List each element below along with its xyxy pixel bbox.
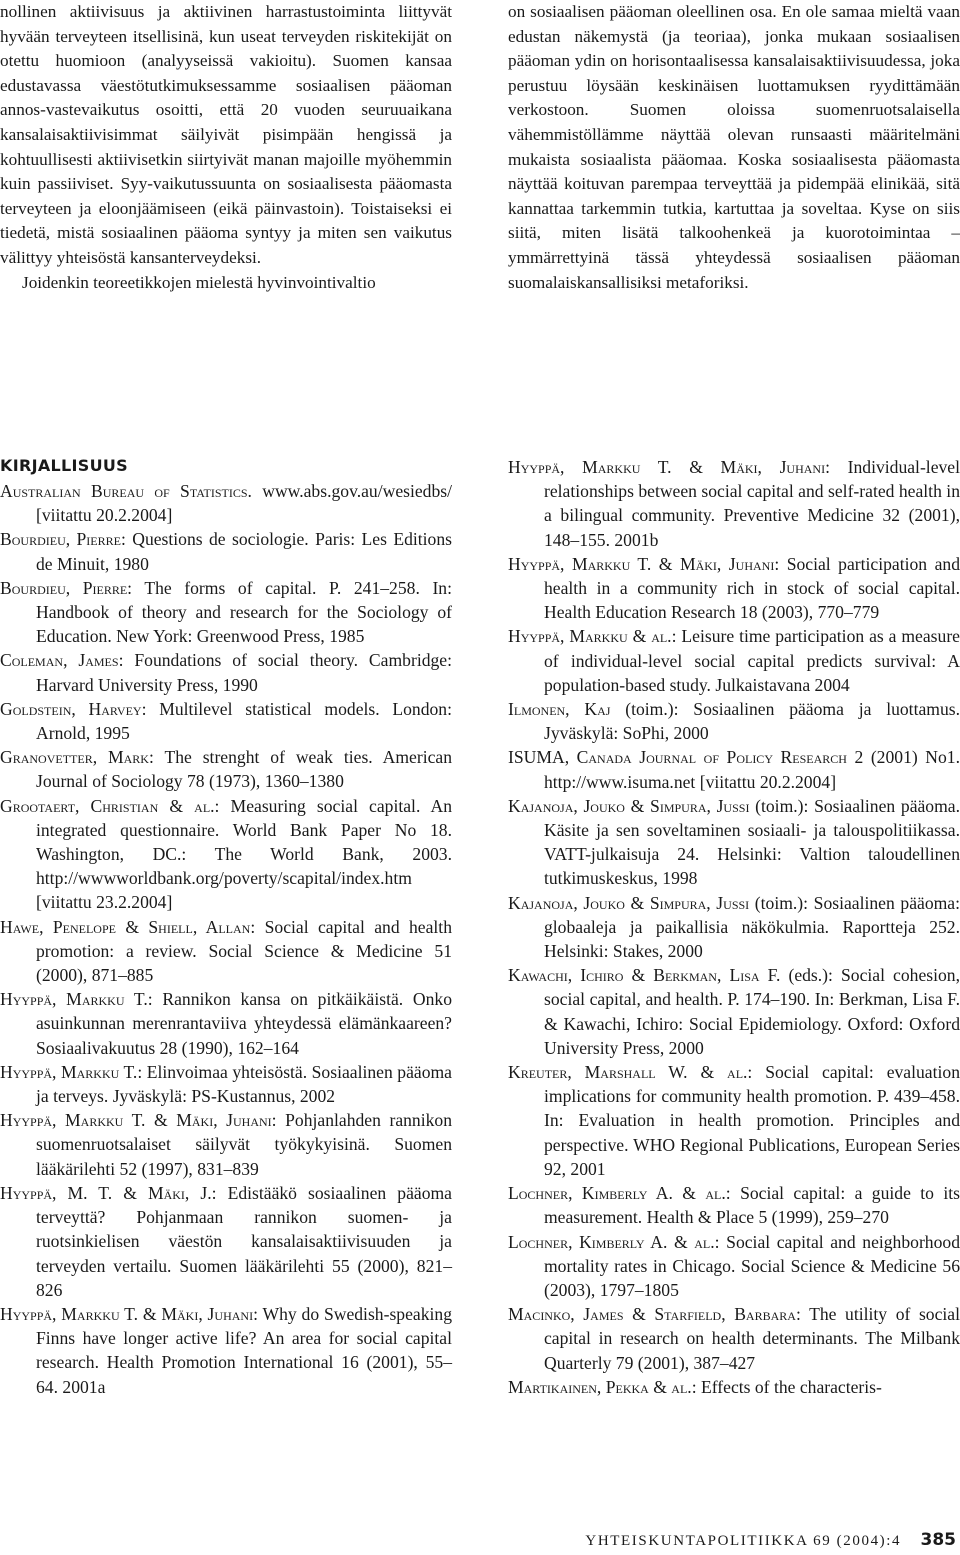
- reference-details: www.abs.gov.au/wesiedbs/ [viitattu 20.2.2004]: [36, 481, 452, 526]
- reference-list-left: [0, 479, 452, 1399]
- reference-entry: [508, 455, 960, 552]
- reference-details: Multilevel statistical models. London: Arnold, 1995: [36, 698, 452, 744]
- reference-details: The strenght of weak ties. American Journal of Sociology 78 (1973), 1360–1380: [36, 747, 452, 792]
- page-footer: [585, 1527, 956, 1553]
- reference-details: Individual-level relationships between social capital and self-rated health in a bilingual community. Preventive Medicine 32 (2001), 148–155. 2001b: [544, 457, 960, 550]
- references-heading: KIRJALLISUUS: [0, 456, 128, 475]
- body-paragraph: nollinen aktiivisuus ja aktiivinen harrastustoiminta liittyvät hyvään terveyteen itsellisinä, kun useat terveyden riskitekijät on otettu huomioon (analyyseissä vakioitu). Suomen kansaa edustavassa väestötutkimuksessamme sosiaalisen pääoman annos-vastevaikutus osoitti, että 20 vuoden seuruuaikana kansalaisaktiivisimmat säilyivät pisimpään hengissä ja kohtuullisesti aktiivisetkin siirtyivät manan majoille myöhemmin kuin passiiviset. Syy-vaikutussuunta on sosiaalisesta pääomasta terveyteen ja eloonjäämiseen (eikä päinvastoin). Toistaiseksi ei tiedetä, mistä sosiaalinen pääoma syntyy ja miten sen vaikutus välittyy yhteisöstä kansanterveydeksi.: [0, 2, 452, 267]
- reference-author: Kajanoja, Jouko & Simpura, Jussi: [508, 892, 750, 913]
- reference-author: Lochner, Kimberly A. & al.:: [508, 1183, 731, 1204]
- reference-details: 2 (2001) No1. http://www.isuma.net [viitattu 20.2.2004]: [544, 747, 960, 792]
- reference-entry: [0, 527, 452, 575]
- reference-author: Granovetter, Mark:: [0, 747, 154, 768]
- reference-details: The utility of social capital in research on health determinants. The Milbank Quarterly 79 (2001), 387–427: [544, 1304, 960, 1373]
- reference-details: Questions de sociologie. Paris: Les Editions de Minuit, 1980: [36, 529, 452, 574]
- body-column-right: [508, 0, 960, 295]
- reference-author: Coleman, James:: [0, 650, 124, 671]
- reference-details: (toim.): Sosiaalinen pääoma ja luottamus. Jyväskylä: SoPhi, 2000: [544, 699, 960, 744]
- reference-author: Hyyppä, M. T. & Mäki, J.:: [0, 1182, 217, 1203]
- reference-entry: [508, 745, 960, 793]
- reference-author: Bourdieu, Pierre:: [0, 529, 126, 550]
- reference-author: Hyyppä, Markku T.:: [0, 989, 153, 1010]
- reference-author: Ilmonen, Kaj: [508, 699, 611, 720]
- reference-entry: [0, 648, 452, 696]
- reference-details: The forms of capital. P. 241–258. In: Handbook of theory and research for the Sociology of Education. New York: Greenwood Press, 1985: [36, 577, 452, 647]
- reference-entry: [508, 891, 960, 964]
- reference-entry: [0, 1108, 452, 1181]
- body-paragraph: on sosiaalisen pääoman oleellinen osa. En ole samaa mieltä vaan edustan näkemystä (ja teoriaa), jonka mukaan sosiaalisen pääoman ydin on horisontaalisessa kansalaisaktiivisuudessa, joka perustuu löysään keskinäisen luottamuksen ryydittämään verkostoon. Suomen oloissa suomenruotsalaisella vähemmistöllämme näyttää olevan runsaasti määritelmäni mukaista sosiaalista pääomaa. Koska sosiaalisesta pääomasta näyttää koituvan parempaa terveyttää ja pidempää elinikää, sitä kannattaa tarkemmin tutkia, kartuttaa ja soveltaa. Kyse on siis siitä, miten lisätä talkoohenkeä ja kuorotoimintaa – ymmärrettyinä tässä yhteydessä sosiaalisen pääoman suomalaiskansallisiksi metaforiksi.: [508, 2, 960, 292]
- reference-details: Social capital and health promotion: a review. Social Science & Medicine 51 (2000), 871–885: [36, 916, 452, 986]
- reference-entry: [0, 1302, 452, 1399]
- reference-entry: [508, 697, 960, 745]
- reference-entry: [508, 1230, 960, 1303]
- reference-entry: [0, 697, 452, 745]
- reference-author: Hyyppä, Markku T.:: [0, 1061, 143, 1082]
- reference-author: Macinko, James & Starfield, Barbara:: [508, 1304, 801, 1325]
- reference-entry: [0, 576, 452, 649]
- reference-entry: [508, 1181, 960, 1229]
- reference-author: Kawachi, Ichiro & Berkman, Lisa F.: [508, 965, 781, 986]
- journal-name: YHTEISKUNTAPOLITIIKKA 69 (2004):4: [585, 1533, 902, 1549]
- reference-author: Australian Bureau of Statistics.: [0, 481, 252, 501]
- reference-author: Martikainen, Pekka & al.:: [508, 1376, 697, 1397]
- reference-details: Rannikon kansa on pitkäikäistä. Onko asuinkunnan merenrantaviiva yhteydessä elämänkaareen? Sosiaalivakuutus 28 (1990), 162–164: [36, 989, 453, 1058]
- reference-details: (eds.): Social cohesion, social capital, and health. P. 174–190. In: Berkman, Lisa F. & Kawachi, Ichiro: Social Epidemiology. Oxford: Oxford University Press, 2000: [544, 965, 960, 1058]
- reference-entry: [0, 479, 452, 527]
- reference-details: Measuring social capital. An integrated questionnaire. World Bank Paper No 18. Washington, DC.: The World Bank, 2003. http://wwwworldbank.org/poverty/scapital/index.htm [viitattu 23.2.2004]: [36, 795, 452, 913]
- body-column-left: [0, 0, 452, 295]
- reference-author: Hyyppä, Markku T. & Mäki, Juhani:: [0, 1303, 258, 1324]
- reference-entry: [508, 794, 960, 891]
- reference-author: Kreuter, Marshall W. & al.:: [508, 1062, 753, 1083]
- reference-author: Lochner, Kimberly A. & al.:: [508, 1231, 720, 1252]
- reference-details: Leisure time participation as a measure of individual-level social capital predicts survival: A population-based study. Julkaistavana 2004: [544, 626, 960, 695]
- reference-list-right: [508, 455, 960, 1399]
- references-column-right: [508, 455, 960, 1399]
- page-number: 385: [920, 1530, 956, 1550]
- reference-entry: [508, 624, 960, 697]
- reference-author: Kajanoja, Jouko & Simpura, Jussi: [508, 795, 750, 816]
- reference-details: Effects of the characteris-: [696, 1376, 882, 1397]
- reference-details: Why do Swedish-speaking Finns have longer active life? An area for social capital research. Health Promotion International 16 (2001), 55–64. 2001a: [36, 1303, 452, 1397]
- reference-author: Bourdieu, Pierre:: [0, 577, 133, 598]
- reference-entry: [508, 1302, 960, 1375]
- reference-details: Foundations of social theory. Cambridge: Harvard University Press, 1990: [36, 650, 452, 695]
- reference-details: Social capital: evaluation implications for community health promotion. P. 439–458. In: Evaluation in health promotion. Principles and perspective. WHO Regional Publications, European Series 92, 2001: [544, 1062, 960, 1179]
- reference-details: Pohjanlahden rannikon suomenruotsalaiset säilyvät työkykyisinä. Suomen lääkärilehti 52 (1997), 831–839: [36, 1110, 452, 1179]
- reference-author: Hyyppä, Markku & al.:: [508, 626, 677, 647]
- reference-details: Elinvoimaa yhteisöstä. Sosiaalinen pääoma ja terveys. Jyväskylä: PS-Kustannus, 2002: [36, 1061, 452, 1107]
- reference-entry: [0, 1060, 452, 1108]
- reference-entry: [508, 552, 960, 625]
- reference-entry: [0, 794, 452, 915]
- reference-entry: [508, 1375, 960, 1399]
- reference-entry: [508, 963, 960, 1060]
- reference-details: (toim.): Sosiaalinen pääoma: globaaleja ja paikallisia näkökulmia. Raportteja 252. Helsinki: Stakes, 2000: [544, 892, 960, 962]
- reference-author: Hawe, Penelope & Shiell, Allan:: [0, 916, 256, 937]
- reference-author: Grootaert, Christian & al.:: [0, 795, 220, 816]
- reference-author: Hyyppä, Markku T. & Mäki, Juhani:: [508, 553, 780, 574]
- reference-author: Hyyppä, Markku T. & Mäki, Juhani:: [0, 1110, 277, 1131]
- reference-entry: [0, 987, 452, 1060]
- reference-details: Social participation and health in a community rich in stock of social capital. Health Education Research 18 (2003), 770–779: [544, 553, 960, 623]
- reference-details: Social capital and neighborhood mortality rates in Chicago. Social Science & Medicine 56 (2003), 1797–1805: [544, 1231, 960, 1300]
- body-paragraph: Joidenkin teoreetikkojen mielestä hyvinvointivaltio: [22, 272, 376, 292]
- reference-entry: [0, 1181, 452, 1302]
- reference-details: Edistääkö sosiaalinen pääoma terveyttä? Pohjanmaan rannikon suomen- ja ruotsinkielisen väestön kansalaisaktiivisuuden ja terveyden vertailu. Suomen lääkärilehti 55 (2000), 821–826: [36, 1182, 452, 1300]
- references-column-left: [0, 455, 452, 1399]
- reference-entry: [508, 1060, 960, 1181]
- reference-author: ISUMA, Canada Journal of Policy Research: [508, 747, 847, 768]
- reference-entry: [0, 745, 452, 793]
- reference-author: Goldstein, Harvey:: [0, 698, 147, 719]
- reference-details: (toim.): Sosiaalinen pääoma. Käsite ja sen soveltaminen sosiaali- ja talouspolitiikassa. VATT-julkaisuja 24. Helsinki: Valtion taloudellinen tutkimuskeskus, 1998: [544, 795, 960, 889]
- reference-author: Hyyppä, Markku T. & Mäki, Juhani:: [508, 457, 830, 477]
- reference-details: Social capital: a guide to its measurement. Health & Place 5 (1999), 259–270: [544, 1183, 960, 1228]
- reference-entry: [0, 915, 452, 988]
